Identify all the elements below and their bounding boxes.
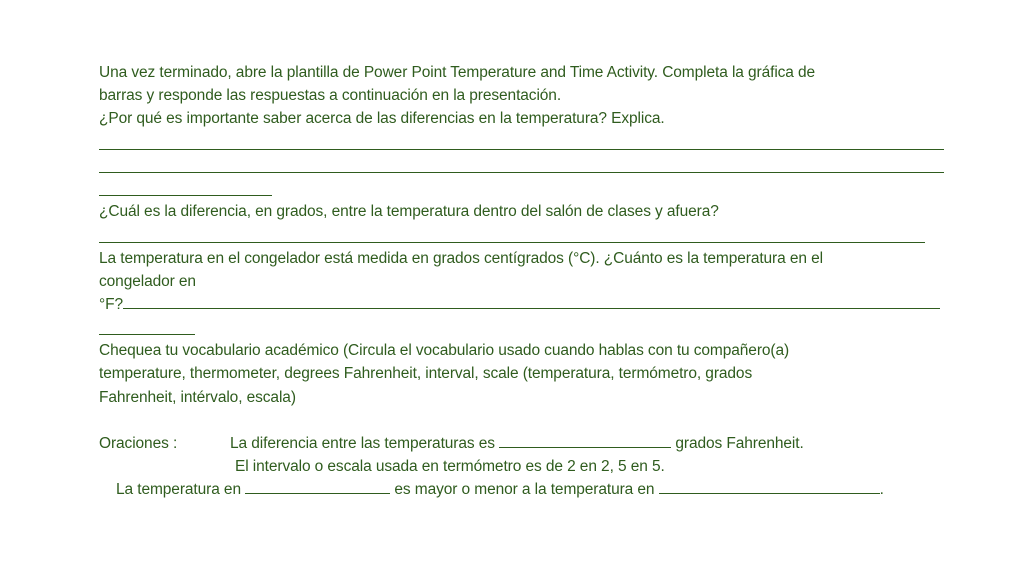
instructions-line-2: barras y responde las respuestas a continuación en la presentación. xyxy=(99,87,562,105)
sentences-label: Oraciones : xyxy=(99,435,178,452)
answer-line-2[interactable] xyxy=(99,223,947,246)
answer-blank-3a[interactable] xyxy=(123,293,940,309)
fahrenheit-prefix: °F? xyxy=(99,295,123,313)
sentence-3-prefix: La temperatura en xyxy=(116,481,241,499)
sentence-3-blank-2[interactable] xyxy=(659,478,880,494)
question-3-line-1: La temperatura en el congelador está medida en grados centígrados (°C). ¿Cuánto es la temperatura en el xyxy=(99,249,823,267)
answer-line-3b[interactable] xyxy=(99,316,947,339)
sentence-2: El intervalo o escala usada en termómetro es de 2 en 2, 5 en 5. xyxy=(235,458,665,476)
answer-line-1a[interactable] xyxy=(99,131,947,154)
vocabulary-line-2: temperature, thermometer, degrees Fahrenheit, interval, scale (temperatura, termómetro, grados xyxy=(99,365,753,383)
question-1: ¿Por qué es importante saber acerca de las diferencias en la temperatura? Explica. xyxy=(99,110,665,128)
sentence-3-blank-1[interactable] xyxy=(245,478,390,494)
sentence-3-suffix: . xyxy=(879,481,884,499)
vocabulary-line-3: Fahrenheit, intérvalo, escala) xyxy=(99,388,296,406)
question-3-line-3 xyxy=(99,293,947,316)
answer-line-1b[interactable] xyxy=(99,154,947,177)
sentence-1-prefix: La diferencia entre las temperaturas es xyxy=(230,435,495,452)
instructions-line-1: Una vez terminado, abre la plantilla de Power Point Temperature and Time Activity. Completa la gráfica de xyxy=(99,64,816,81)
answer-line-1c[interactable] xyxy=(99,177,947,200)
spacer xyxy=(99,409,947,432)
sentence-1-blank[interactable] xyxy=(499,432,671,448)
sentence-1-suffix: grados Fahrenheit. xyxy=(675,435,804,452)
vocabulary-line-1: Chequea tu vocabulario académico (Circula el vocabulario usado cuando hablas con tu compañero(a) xyxy=(99,342,790,360)
sentence-3 xyxy=(99,478,947,501)
sentence-1 xyxy=(99,432,947,455)
question-3-line-2: congelador en xyxy=(99,272,196,290)
question-2: ¿Cuál es la diferencia, en grados, entre la temperatura dentro del salón de clases y afuera? xyxy=(99,203,719,221)
sentence-3-middle: es mayor o menor a la temperatura en xyxy=(394,481,655,499)
slide-content xyxy=(99,61,947,502)
